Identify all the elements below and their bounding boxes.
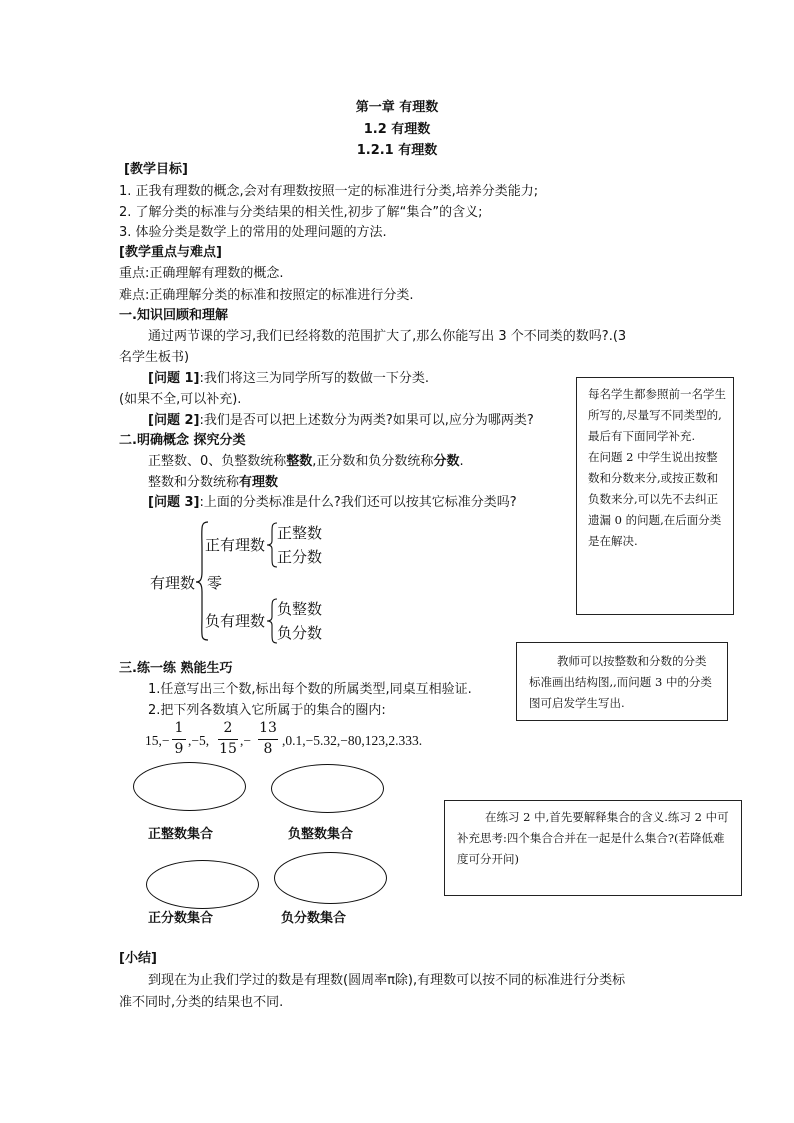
part1-intro-line1: 通过两节课的学习,我们已经将数的范围扩大了,那么你能写出 3 个不同类的数吗?.(3 bbox=[148, 329, 627, 344]
summary-line1: 到现在为止我们学过的数是有理数(圆周率π除),有理数可以按不同的标准进行分类标 bbox=[148, 973, 626, 988]
term-rational: 有理数 bbox=[239, 475, 279, 490]
set-label-pos-frac: 正分数集合 bbox=[148, 911, 214, 926]
section-title: 1.2 有理数 bbox=[363, 122, 431, 137]
tree-negative: 负有理数 bbox=[205, 612, 266, 630]
teacher-note-3-text: 在练习 2 中,首先要解释集合的含义.练习 2 中可补充思考:四个集合合并在一起是什么集合?(若降低难度可分开问) bbox=[457, 810, 729, 866]
tree-pos-frac: 正分数 bbox=[277, 548, 323, 566]
frac3-num: 13 bbox=[259, 720, 277, 736]
question-3-label: [问题 3] bbox=[148, 495, 200, 510]
term-integer: 整数 bbox=[286, 454, 313, 469]
part2-line1 bbox=[148, 453, 464, 471]
frac3-den: 8 bbox=[263, 741, 273, 757]
tree-root: 有理数 bbox=[150, 574, 196, 592]
question-1-note: (如果不全,可以补充). bbox=[119, 392, 242, 407]
frac2-bar bbox=[218, 739, 238, 740]
set-ellipse-neg-int bbox=[271, 764, 384, 813]
question-2 bbox=[148, 412, 534, 430]
question-2-text: :我们是否可以把上述数分为两类?如果可以,应分为哪两类? bbox=[199, 413, 534, 428]
chapter-title: 第一章 有理数 bbox=[355, 100, 439, 115]
set-ellipse-pos-frac bbox=[146, 860, 259, 909]
tree-zero: 零 bbox=[207, 574, 223, 592]
part3-heading: 三.练一练 熟能生巧 bbox=[119, 661, 233, 676]
frac2-num: 2 bbox=[223, 720, 233, 736]
part2-line1-a: 正整数、0、负整数统称 bbox=[148, 454, 287, 469]
goal-item-2: 2. 了解分类的标准与分类结果的相关性,初步了解“集合”的含义; bbox=[119, 205, 483, 220]
set-ellipse-pos-int bbox=[133, 762, 246, 811]
summary-line2: 准不同时,分类的结果也不同. bbox=[119, 995, 284, 1010]
difficulty-line: 难点:正确理解分类的标准和按照定的标准进行分类. bbox=[119, 288, 414, 303]
seq-part-b: ,−5, bbox=[188, 733, 210, 748]
summary-heading: [小结] bbox=[119, 951, 157, 966]
teacher-note-3 bbox=[444, 800, 742, 896]
subsection-title: 1.2.1 有理数 bbox=[356, 143, 438, 158]
tree-positive: 正有理数 bbox=[205, 536, 266, 554]
goals-heading: [教学目标] bbox=[124, 162, 188, 177]
goal-item-1: 1. 正我有理数的概念,会对有理数按照一定的标准进行分类,培养分类能力; bbox=[119, 184, 539, 199]
exercise-2: 2.把下列各数填入它所属于的集合的圈内: bbox=[148, 703, 386, 718]
tree-pos-int: 正整数 bbox=[277, 524, 323, 542]
question-1-label: [问题 1] bbox=[148, 371, 200, 386]
term-fraction: 分数 bbox=[433, 454, 460, 469]
seq-part-a: 15,− bbox=[145, 733, 170, 748]
frac2-den: 15 bbox=[219, 741, 237, 757]
teacher-note-2 bbox=[516, 642, 728, 721]
frac1-bar bbox=[172, 739, 186, 740]
part2-line1-c: ,正分数和负分数统称 bbox=[312, 454, 434, 469]
frac3-bar bbox=[258, 739, 278, 740]
exercise-1: 1.任意写出三个数,标出每个数的所属类型,同桌互相验证. bbox=[148, 682, 472, 697]
part2-heading: 二.明确概念 探究分类 bbox=[119, 433, 246, 448]
frac1-num: 1 bbox=[174, 720, 184, 736]
question-3 bbox=[148, 494, 517, 512]
question-2-label: [问题 2] bbox=[148, 413, 200, 428]
part2-line1-e: . bbox=[459, 454, 464, 469]
teacher-note-1-text: 每名学生都参照前一名学生所写的,尽量写不同类型的,最后有下面同学补充. 在问题 2 中学生说出按整数和分数来分,或按正数和负数来分,可以先不去纠正遗漏 0 的问题,在后面分类是在解决. bbox=[588, 387, 726, 548]
frac1-den: 9 bbox=[174, 741, 184, 757]
part2-line2-a: 整数和分数统称 bbox=[148, 475, 240, 490]
teacher-note-2-text: 教师可以按整数和分数的分类标准画出结构图,,而问题 3 中的分类图可启发学生写出. bbox=[529, 654, 712, 710]
part1-heading: 一.知识回顾和理解 bbox=[119, 308, 228, 323]
set-label-neg-frac: 负分数集合 bbox=[281, 911, 347, 926]
set-ellipse-neg-frac bbox=[274, 852, 387, 904]
tree-neg-frac: 负分数 bbox=[277, 624, 323, 642]
focus-line: 重点:正确理解有理数的概念. bbox=[119, 266, 284, 281]
set-label-neg-int: 负整数集合 bbox=[288, 827, 354, 842]
tree-neg-int: 负整数 bbox=[277, 600, 323, 618]
goal-item-3: 3. 体验分类是数学上的常用的处理问题的方法. bbox=[119, 225, 387, 240]
set-label-pos-int: 正整数集合 bbox=[148, 827, 214, 842]
question-1-text: :我们将这三为同学所写的数做一下分类. bbox=[199, 371, 429, 386]
keypoints-heading: [教学重点与难点] bbox=[119, 245, 222, 260]
part1-intro-line2: 名学生板书) bbox=[119, 350, 190, 365]
seq-part-c: ,− bbox=[240, 733, 251, 748]
part2-line2 bbox=[148, 474, 278, 492]
seq-part-d: ,0.1,−5.32,−80,123,2.333. bbox=[282, 733, 423, 748]
question-1 bbox=[148, 370, 429, 388]
teacher-note-1 bbox=[576, 377, 734, 615]
question-3-text: :上面的分类标准是什么?我们还可以按其它标准分类吗? bbox=[199, 495, 517, 510]
